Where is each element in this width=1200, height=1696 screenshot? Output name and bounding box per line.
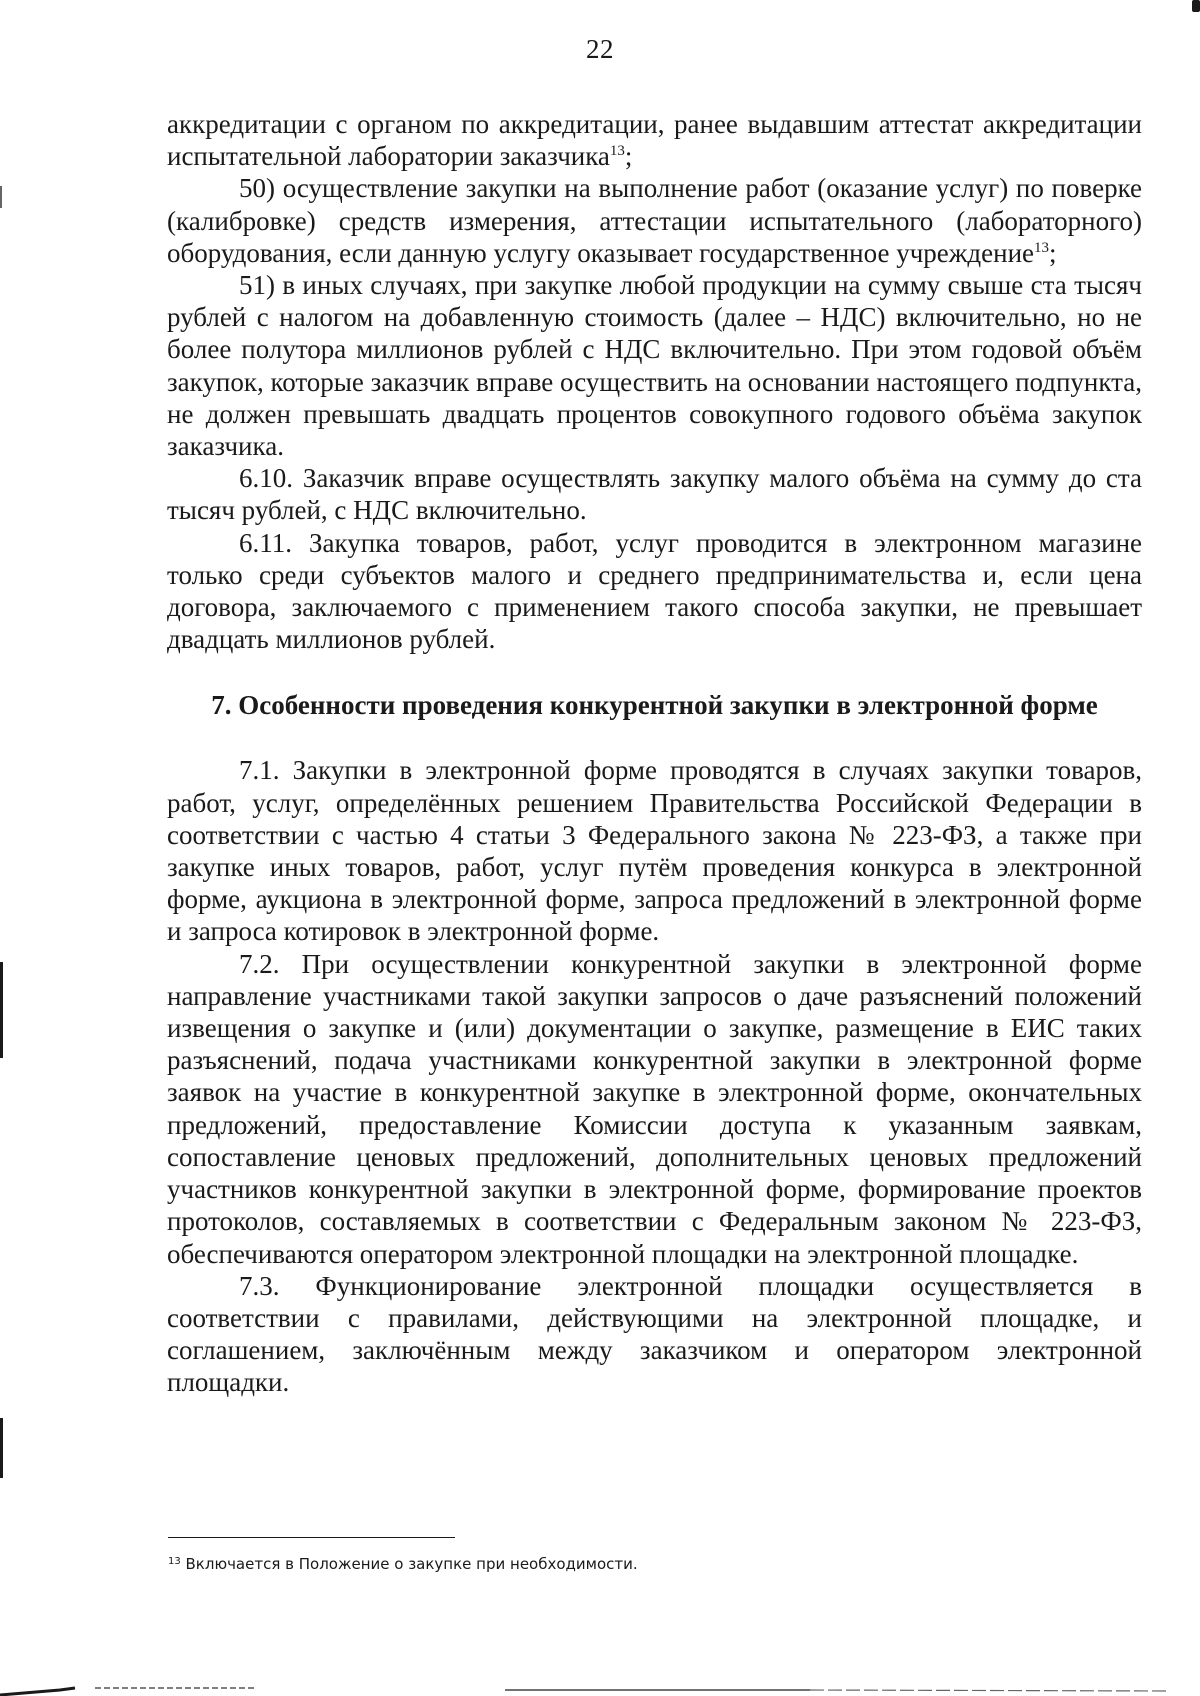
paragraph-punctuation: ; [624, 141, 633, 172]
paragraph-6-10: 6.10. Заказчик вправе осуществлять закупку малого объёма на сумму до ста тысяч рублей, с НДС включительно. [167, 463, 1142, 526]
paragraph-text: 50) осуществление закупки на выполнение работ (оказание услуг) по поверке (калибровке) средств измерения, аттестации испытательного (лабораторного) оборудования, если данную услугу оказывает государственное учреждение [167, 173, 1142, 268]
paragraph-item-51: 51) в иных случаях, при закупке любой продукции на сумму свыше ста тысяч рублей с налогом на добавленную стоимость (далее – НДС) включительно, но не более полутора миллионов рублей с НДС включительно. При этом годовой объём закупок, которые заказчик вправе осуществить на основании настоящего подпункта, не должен превышать двадцать процентов совокупного годового объёма закупок заказчика. [167, 270, 1143, 462]
footnote-marker: 13 [168, 1556, 181, 1567]
section-heading-7: 7. Особенности проведения конкурентной закупки в электронной форме [211, 690, 1098, 721]
paragraph-7-2: 7.2. При осуществлении конкурентной закупки в электронной форме направление участниками такой закупки запросов о даче разъяснений положений извещения о закупке и (или) документации о закупке, размещение в ЕИС таких разъяснений, подача участниками конкурентной закупки в электронной форме заявок на участие в конкурентной закупке в электронной форме, окончательных предложений, предоставление Комиссии доступа к указанным заявкам, сопоставление ценовых предложений, дополнительных ценовых предложений участников конкурентной закупки в электронной форме, формирование проектов протоколов, составляемых в соответствии с Федеральным законом № 223-ФЗ, обеспечиваются оператором электронной площадки на электронной площадке. [167, 948, 1142, 1269]
footnote-separator [168, 1537, 455, 1538]
scan-bottom-edge [0, 1676, 1200, 1696]
footnote [168, 1554, 638, 1574]
paragraph-7-1: 7.1. Закупки в электронной форме проводятся в случаях закупки товаров, работ, услуг, определённых решением Правительства Российской Федерации в соответствии с частью 4 статьи 3 Федерального закона № 223-ФЗ, а также при закупке иных товаров, работ, услуг путём проведения конкурса в электронной форме, аукциона в электронной форме, запроса предложений в электронной форме и запроса котировок в электронной форме. [167, 755, 1142, 947]
footnote-text: Включается в Положение о закупке при необходимости. [180, 1555, 638, 1573]
document-body [167, 108, 1142, 1399]
page-number: 22 [586, 34, 614, 64]
paragraph-text: аккредитации с органом по аккредитации, ранее выдавшим аттестат аккредитации испытательной лаборатории заказчика [167, 109, 1142, 172]
scan-artifact-left-1 [0, 186, 2, 208]
scan-artifact-left-2 [0, 962, 3, 1058]
paragraph-continuation [167, 108, 1142, 172]
paragraph-punctuation: ; [1049, 237, 1057, 268]
footnote-reference: 13 [609, 143, 625, 160]
paragraph-item-50 [167, 172, 1142, 269]
paragraph-6-11: 6.11. Закупка товаров, работ, услуг проводится в электронном магазине только среди субъектов малого и среднего предпринимательства и, если цена договора, заключаемого с применением такого способа закупки, не превышает двадцать миллионов рублей. [167, 527, 1142, 655]
footnote-reference: 13 [1034, 239, 1050, 256]
paragraph-7-3: 7.3. Функционирование электронной площадки осуществляется в соответствии с правилами, действующими на электронной площадке, и соглашением, заключённым между заказчиком и оператором электронной площадки. [167, 1270, 1142, 1398]
scan-artifact-top-right [1192, 0, 1200, 12]
scan-artifact-left-3 [0, 1418, 3, 1478]
